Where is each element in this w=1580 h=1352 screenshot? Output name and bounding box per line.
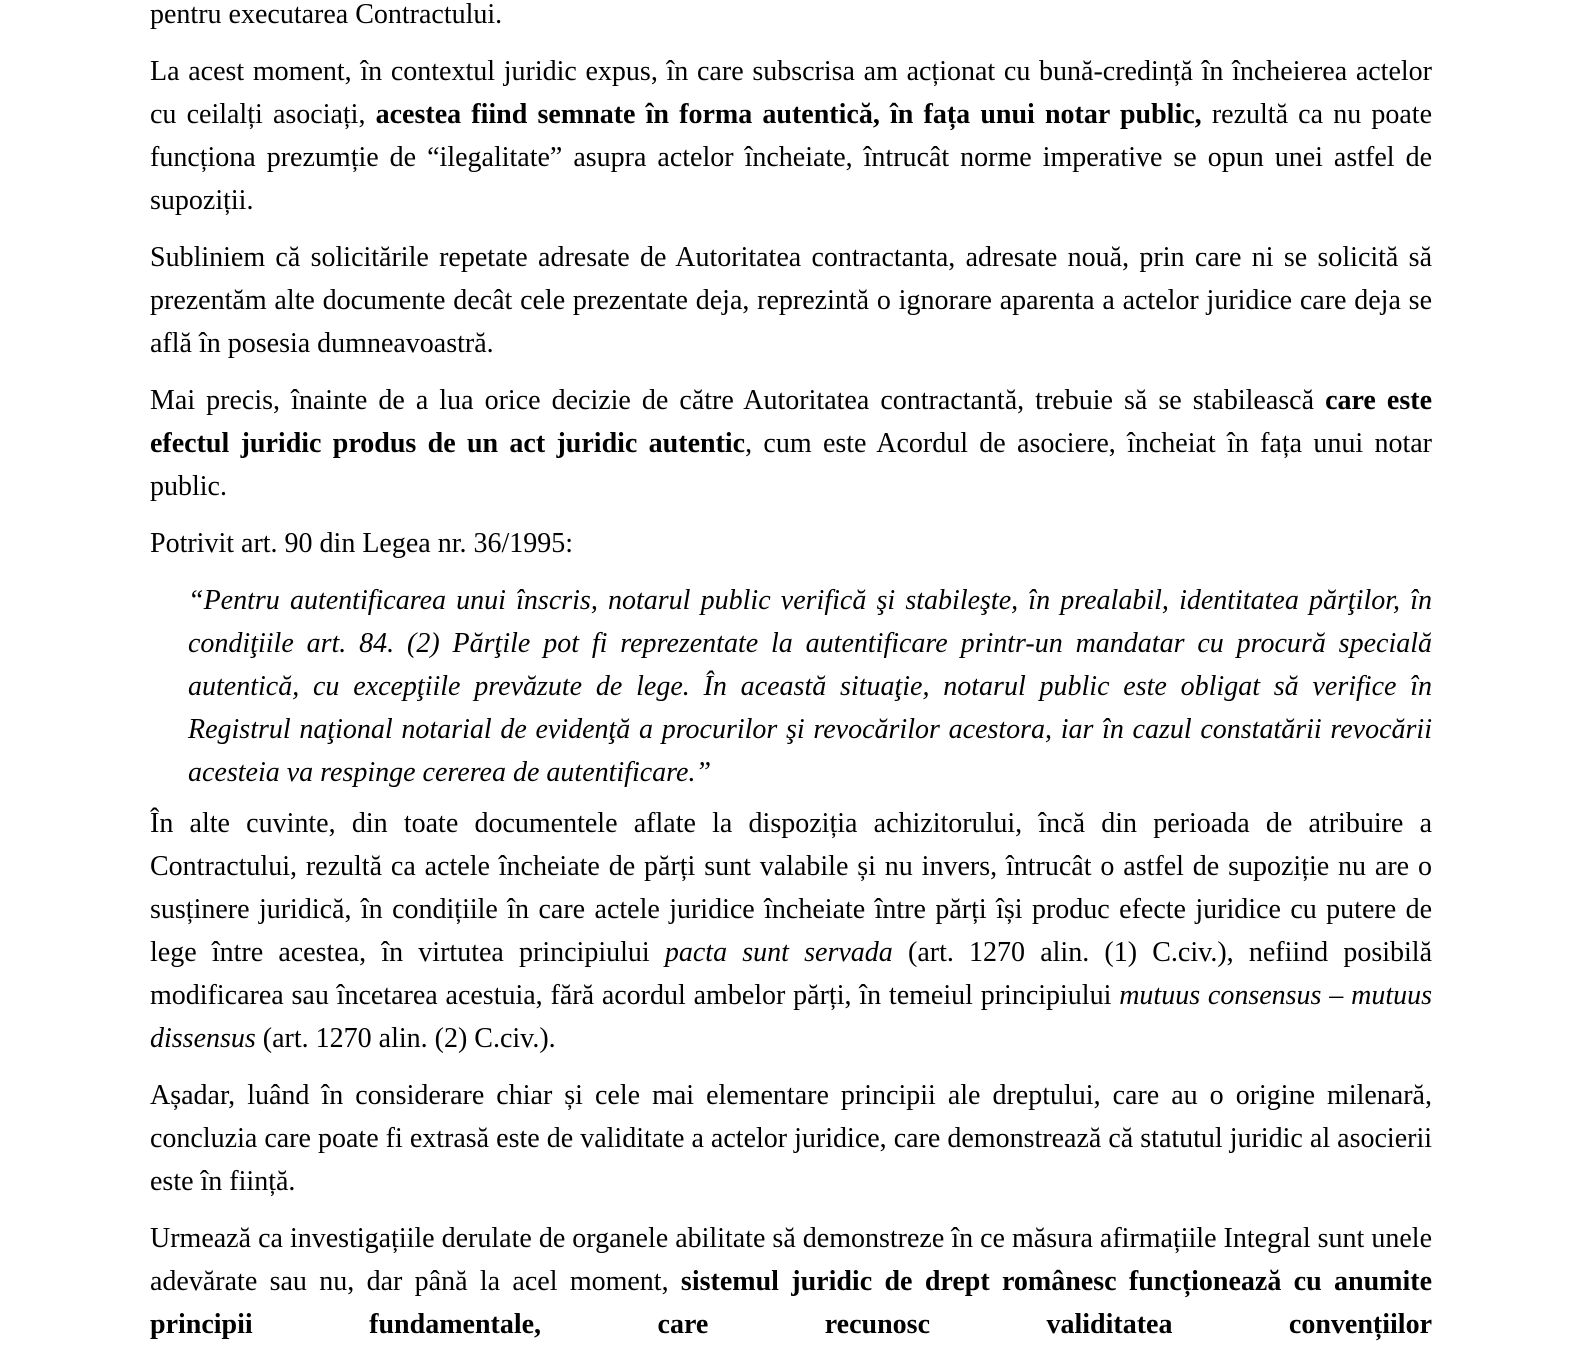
paragraph xyxy=(150,802,1432,1060)
paragraph xyxy=(150,379,1432,508)
text-run: Așadar, luând în considerare chiar și cele mai elementare principii ale dreptului, care au o origine milenară, concluzia care poate fi extrasă este de validitate a actelor juridice, care demonstrează că statutul juridic al asocierii este în ființă. xyxy=(150,1080,1432,1197)
text-run: Urmează ca investigațiile derulate de organele abilitate să demonstreze în ce măsura afirmațiile Integral sunt unele adevărate sau nu, dar până la acel moment, xyxy=(150,1223,1432,1297)
text-run: (art. 1270 alin. (1) C.civ.), nefiind posibilă modificarea sau încetarea acestuia, fără acordul ambelor părți, în temeiul principiului xyxy=(150,937,1432,1011)
text-run: Mai precis, înainte de a lua orice decizie de către Autoritatea contractantă, trebuie să se stabilească xyxy=(150,385,1326,416)
text-run: rezultă ca nu poate funcționa prezumție de “ilegalitate” asupra actelor încheiate, întrucât norme imperative se opun unei astfel de supoziții. xyxy=(150,99,1432,216)
paragraph-continuation xyxy=(150,0,1432,36)
paragraph-cutoff xyxy=(150,1217,1432,1346)
text-run: (art. 1270 alin. (2) C.civ.). xyxy=(255,1023,556,1054)
text-run: Potrivit art. 90 din Legea nr. 36/1995: xyxy=(150,528,574,559)
paragraph xyxy=(150,236,1432,365)
paragraph xyxy=(150,1074,1432,1203)
document-page xyxy=(150,0,1432,1346)
italic-latin-phrase: mutuus consensus – mutuus dissensus xyxy=(150,980,1432,1054)
legal-quote-block xyxy=(188,579,1432,794)
bold-text-run: sistemul juridic de drept românesc funcționează cu anumite principii fundamentale, care recunosc validitatea convențiilor xyxy=(150,1266,1432,1340)
text-run: În alte cuvinte, din toate documentele aflate la dispoziția achizitorului, încă din perioada de atribuire a Contractului, rezultă ca actele încheiate de părți sunt valabile și nu invers, întrucât o astfel de supoziție nu are o susținere juridică, în condițiile în care actele juridice încheiate între părți își produc efecte juridice cu putere de lege între acestea, în virtutea principiului xyxy=(150,808,1432,968)
italic-quote-text: “Pentru autentificarea unui înscris, notarul public verifică şi stabileşte, în prealabil, identitatea părţilor, în condiţiile art. 84. (2) Părţile pot fi reprezentate la autentificare printr-un mandatar cu procură specială autentică, cu excepţiile prevăzute de lege. În această situaţie, notarul public este obligat să verifice în Registrul naţional notarial de evidenţă a procurilor şi revocărilor acestora, iar în cazul constatării revocării acesteia va respinge cererea de autentificare.” xyxy=(188,585,1432,788)
text-run: pentru executarea Contractului. xyxy=(150,0,503,30)
paragraph-law-reference xyxy=(150,522,1432,565)
bold-text-run: care este efectul juridic produs de un act juridic autentic xyxy=(150,385,1432,459)
paragraph xyxy=(150,50,1432,222)
italic-latin-phrase: pacta sunt servada xyxy=(664,937,893,968)
text-run: Subliniem că solicitările repetate adresate de Autoritatea contractanta, adresate nouă, prin care ni se solicită să prezentăm alte documente decât cele prezentate deja, reprezintă o ignorare aparenta a actelor juridice care deja se află în posesia dumneavoastră. xyxy=(150,242,1432,359)
text-run: , cum este Acordul de asociere, încheiat în fața unui notar public. xyxy=(150,428,1432,502)
text-run: La acest moment, în contextul juridic expus, în care subscrisa am acționat cu bună-credință în încheierea actelor cu ceilalți asociați, xyxy=(150,56,1432,130)
bold-text-run: acestea fiind semnate în forma autentică, în fața unui notar public, xyxy=(375,99,1202,130)
